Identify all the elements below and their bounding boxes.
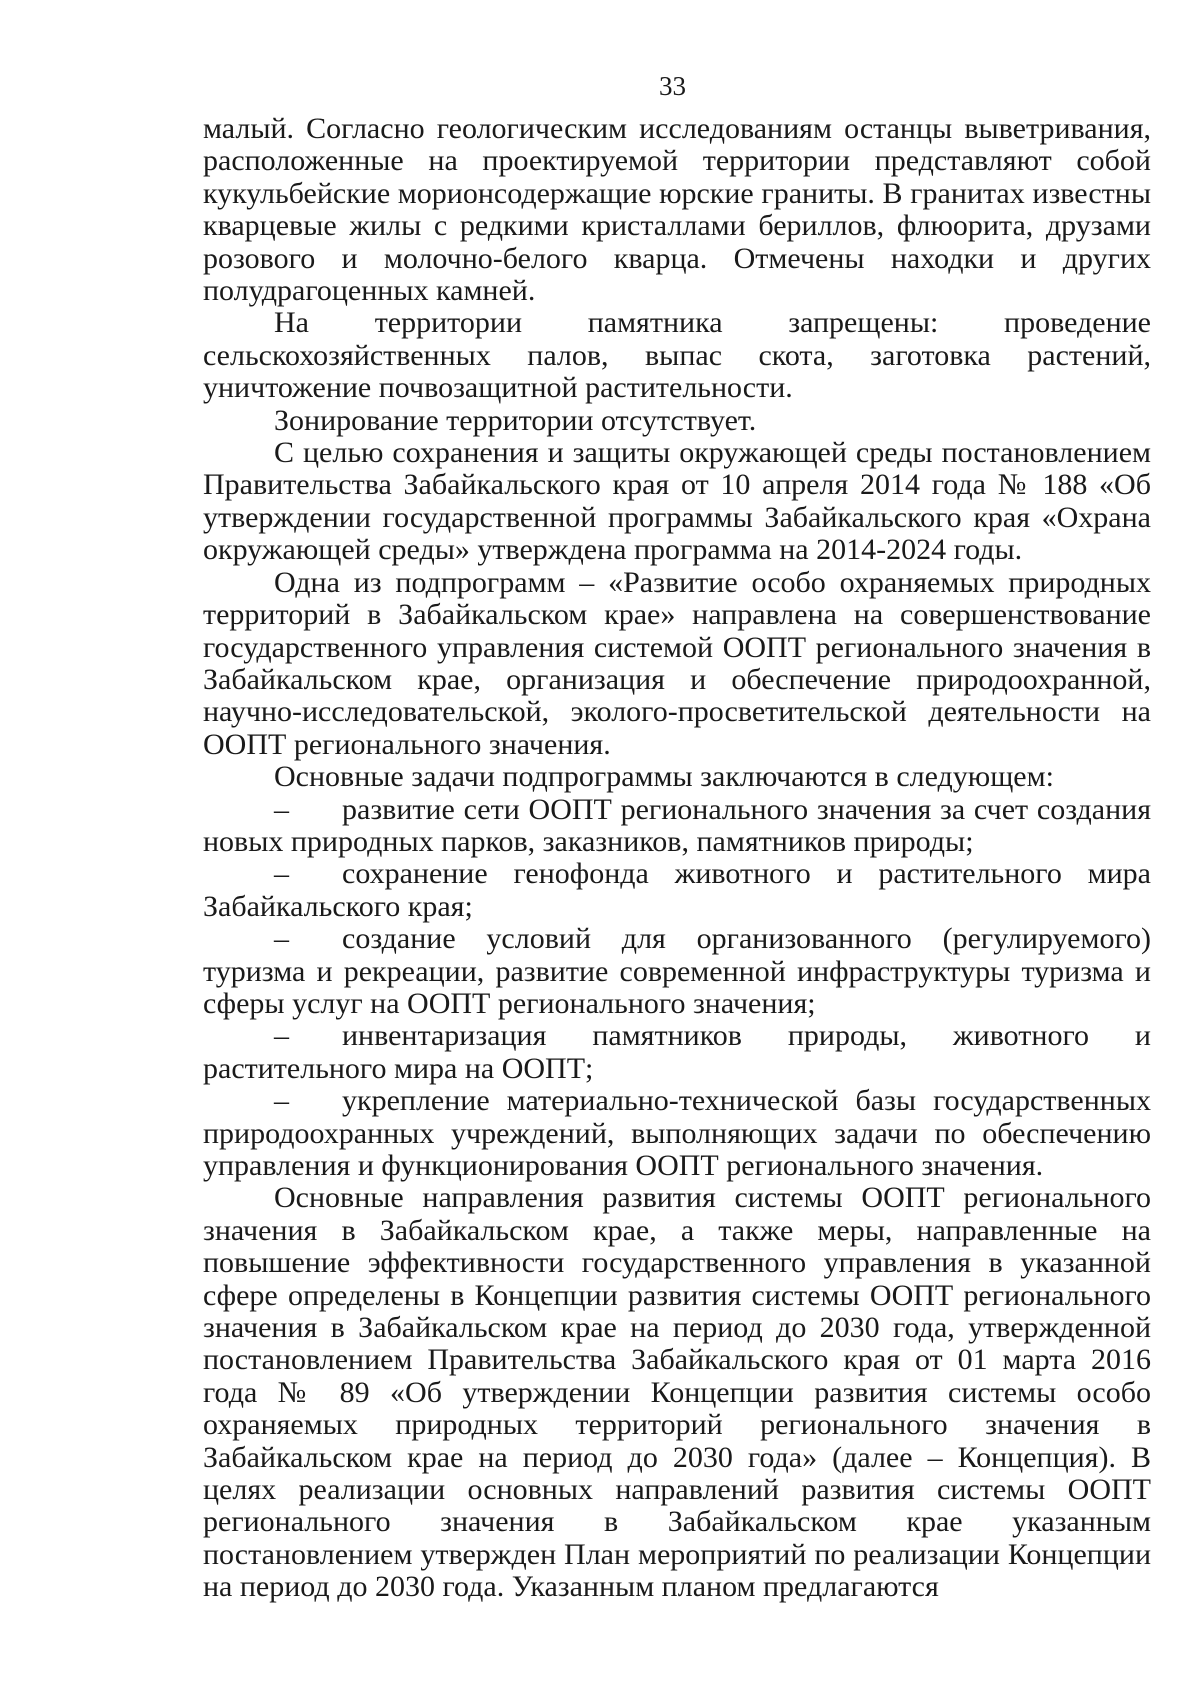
paragraph-state-program: С целью сохранения и защиты окружающей среды постановлением Правительства Забайкальского края от 10 апреля 2014 года № 188 «Об утверждении государственной программы Забайкальского края «Охрана окружающей среды» утверждена программа на 2014-2024 годы.	[203, 436, 1151, 567]
list-dash: –	[274, 792, 289, 826]
list-item-text: укрепление материально-технической базы государственных природоохранных учреждений, выполняющих задачи по обеспечению управления и функционирования ООПТ регионального значения.	[203, 1084, 1151, 1182]
list-dash: –	[274, 922, 289, 956]
paragraph-tasks-intro: Основные задачи подпрограммы заключаются в следующем:	[274, 760, 1054, 794]
list-item	[203, 1085, 1151, 1182]
list-item-text: развитие сети ООПТ регионального значения за счет создания новых природных парков, заказников, памятников природы;	[203, 792, 1151, 858]
list-item-text: создание условий для организованного (регулируемого) туризма и рекреации, развитие современной инфраструктуры туризма и сферы услуг на ООПТ регионального значения;	[203, 922, 1151, 1020]
list-item	[203, 794, 1151, 859]
list-item-text: инвентаризация памятников природы, животного и растительного мира на ООПТ;	[203, 1019, 1151, 1085]
list-dash: –	[274, 1019, 289, 1053]
task-list	[203, 794, 1151, 1183]
list-item	[203, 923, 1151, 1020]
list-item-text: сохранение генофонда животного и растительного мира Забайкальского края;	[203, 857, 1151, 923]
list-item	[203, 1020, 1151, 1085]
list-dash: –	[274, 857, 289, 891]
paragraph-continuation: малый. Согласно геологическим исследованиям останцы выветривания, расположенные на проектируемой территории представляют собой кукульбейские морионсодержащие юрские граниты. В гранитах известны кварцевые жилы с редкими кристаллами бериллов, флюорита, друзами розового и молочно-белого кварца. Отмечены находки и других полудрагоценных камней.	[203, 112, 1151, 308]
paragraph-concept: Основные направления развития системы ООПТ регионального значения в Забайкальском крае, а также меры, направленные на повышение эффективности государственного управления в указанной сфере определены в Концепции развития системы ООПТ регионального значения в Забайкальском крае на период до 2030 года, утвержденной постановлением Правительства Забайкальского края от 01 марта 2016 года № 89 «Об утверждении Концепции развития системы особо охраняемых природных территорий регионального значения в Забайкальском крае на период до 2030 года» (далее – Концепция). В целях реализации основных направлений развития системы ООПТ регионального значения в Забайкальском крае указанным постановлением утвержден План мероприятий по реализации Концепции на период до 2030 года. Указанным планом предлагаются	[203, 1181, 1151, 1604]
paragraph-zoning: Зонирование территории отсутствует.	[274, 403, 757, 437]
list-item	[203, 858, 1151, 923]
paragraph-prohibitions: На территории памятника запрещены: проведение сельскохозяйственных палов, выпас скота, заготовка растений, уничтожение почвозащитной растительности.	[203, 306, 1151, 405]
paragraph-subprogram: Одна из подпрограмм – «Развитие особо охраняемых природных территорий в Забайкальском крае» направлена на совершенствование государственного управления системой ООПТ регионального значения в Забайкальском крае, организация и обеспечение природоохранной, научно-исследовательской, эколого-просветительской деятельности на ООПТ регионального значения.	[203, 565, 1151, 761]
page-number: 33	[659, 71, 686, 101]
list-dash: –	[274, 1084, 289, 1118]
page-body	[203, 113, 1151, 1604]
